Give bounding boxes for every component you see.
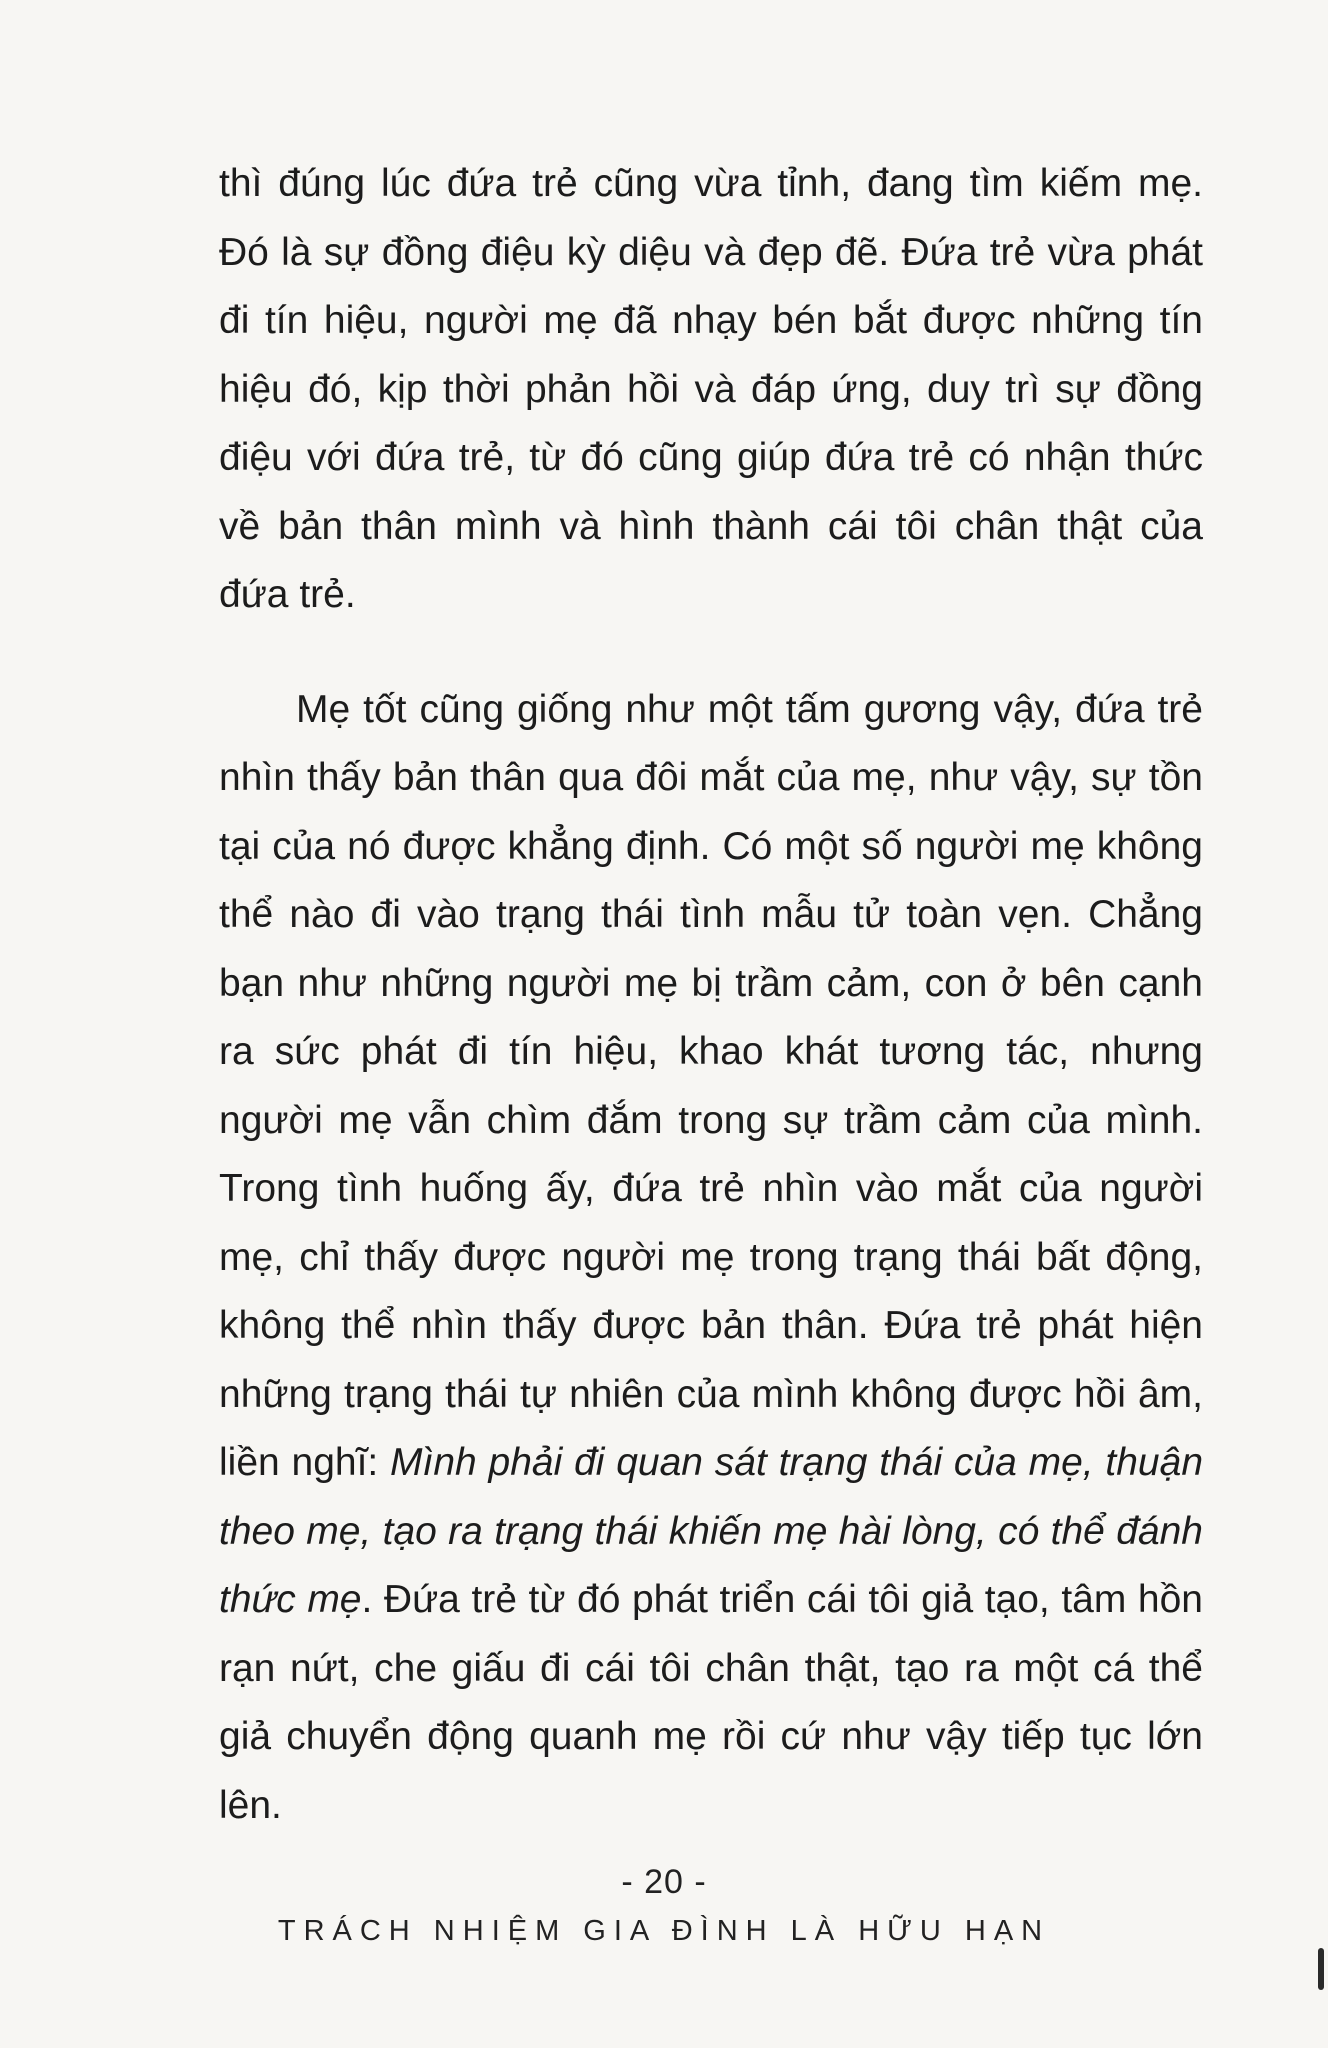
- page-edge-shadow: [1318, 1948, 1324, 1990]
- paragraph-1-text: thì đúng lúc đứa trẻ cũng vừa tỉnh, đang tìm kiếm mẹ. Đó là sự đồng điệu kỳ diệu và đẹp đẽ. Đứa trẻ vừa phát đi tín hiệu, người mẹ đã nhạy bén bắt được những tín hiệu đó, kịp thời phản hồi và đáp ứng, duy trì sự đồng điệu với đứa trẻ, từ đó cũng giúp đứa trẻ có nhận thức về bản thân mình và hình thành cái tôi chân thật của đứa trẻ.: [219, 162, 1203, 616]
- body-text: [219, 150, 1203, 1840]
- paragraph-2-text: Mẹ tốt cũng giống như một tấm gương vậy, đứa trẻ nhìn thấy bản thân qua đôi mắt của mẹ, như vậy, sự tồn tại của nó được khẳng định. Có một số người mẹ không thể nào đi vào trạng thái tình mẫu tử toàn vẹn. Chẳng bạn như những người mẹ bị trầm cảm, con ở bên cạnh ra sức phát đi tín hiệu, khao khát tương tác, nhưng người mẹ vẫn chìm đắm trong sự trầm cảm của mình. Trong tình huống ấy, đứa trẻ nhìn vào mắt của người mẹ, chỉ thấy được người mẹ trong trạng thái bất động, không thể nhìn thấy được bản thân. Đứa trẻ phát hiện những trạng thái tự nhiên của mình không được hồi âm, liền nghĩ:: [219, 687, 1203, 1484]
- paragraph-1: [219, 150, 1203, 630]
- paragraph-2-text-end: . Đứa trẻ từ đó phát triển cái tôi giả tạo, tâm hồn rạn nứt, che giấu đi cái tôi chân thật, tạo ra một cá thể giả chuyển động quanh mẹ rồi cứ như vậy tiếp tục lớn lên.: [219, 1578, 1203, 1827]
- page-number: - 20 -: [621, 1863, 707, 1901]
- paragraph-2-italic-thought: Mình phải đi quan sát trạng thái của mẹ, thuận theo mẹ, tạo ra trạng thái khiến mẹ hài lòng, có thể đánh thức mẹ: [219, 1441, 1204, 1621]
- running-footer-book-title: TRÁCH NHIỆM GIA ĐÌNH LÀ HỮU HẠN: [277, 1915, 1051, 1947]
- paragraph-2: [219, 676, 1203, 1841]
